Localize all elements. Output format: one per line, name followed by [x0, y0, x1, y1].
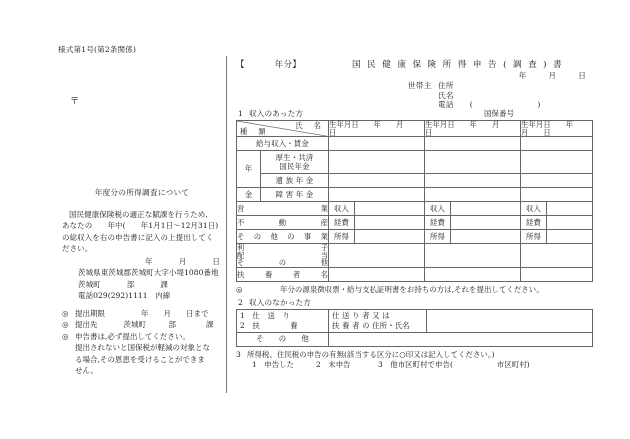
body-line-3: の総収入を右の申告書に記入の上提出してく [62, 232, 214, 242]
cell-dependent-person2[interactable] [425, 268, 521, 282]
section1-label: 収入のあった方 [249, 109, 304, 118]
label-other: そ の 他 [237, 258, 328, 268]
row-label-fudosan: 不 動 産 [237, 216, 329, 230]
issuer-section: 課 [160, 279, 168, 289]
cell-pension-kosei-person2[interactable] [425, 151, 521, 174]
householder-block [408, 81, 547, 110]
row-label-salary: 給与収入・賃金 [237, 137, 329, 151]
sub-label-expense-person1: 経費 [329, 216, 355, 230]
cell-pension-kosei-person3[interactable] [521, 151, 593, 174]
cell-pension-izoku-person1[interactable] [329, 174, 425, 188]
section3-option-1[interactable]: 1 申告した [252, 360, 295, 369]
supporter-line-1: 仕 送 り 者 又 は [332, 310, 390, 320]
table-header-row [237, 121, 593, 137]
left-pane [58, 44, 226, 394]
issuer-date-line [62, 256, 226, 267]
label-dividend: 配 当 [237, 250, 328, 260]
cell-other-value[interactable] [329, 332, 593, 346]
left-pane-body [62, 209, 226, 255]
cell-income-person1[interactable] [355, 202, 425, 216]
bracket-open: 【 [236, 59, 245, 69]
issuer-telephone: 電話029(292)1111 内線 [78, 291, 171, 301]
sub-label-profit-person3: 所得 [521, 230, 547, 244]
issuer-year: 年 [145, 257, 153, 266]
cell-pension-izoku-person2[interactable] [425, 174, 521, 188]
left-pane-title: 年度分の所得調査について [94, 188, 190, 197]
note-item-destination [62, 319, 232, 330]
right-pane [236, 52, 592, 371]
section2-number: 2 [238, 297, 243, 307]
cell-profit-person2[interactable] [451, 230, 521, 244]
kokuho-number-label: 国保番号 [484, 109, 515, 118]
cell-expense-person3[interactable] [547, 216, 593, 230]
header-year: 年 [518, 71, 527, 80]
cell-expense-person2[interactable] [451, 216, 521, 230]
householder-label: 世帯主 [408, 81, 432, 90]
income-table [236, 120, 593, 282]
body-line-4: ださい。 [62, 244, 93, 254]
cell-salary-person3[interactable] [521, 137, 593, 151]
table-row-business-eigyo [237, 202, 593, 216]
row-label-pension-izoku: 遺 族 年 金 [261, 174, 329, 188]
cell-interest-person1[interactable] [329, 244, 425, 268]
cell-dependent-person3[interactable] [521, 268, 593, 282]
note-mark-icon: ◎ [62, 309, 69, 318]
sub-label-income-person1: 収入 [329, 202, 355, 216]
note-deadline-value: 年 月 日まで [141, 309, 209, 318]
document-title: 国 民 健 康 保 険 所 得 申 告 ( 調 査 ) 書 [352, 60, 564, 70]
note-destination-value: 茨城町 部 課 [123, 320, 214, 330]
bracket-year-label: 年分】 [274, 59, 302, 69]
cell-expense-person1[interactable] [355, 216, 425, 230]
householder-address-label: 住所 [438, 81, 454, 90]
note-destination-text [75, 319, 232, 330]
cell-income-person3[interactable] [547, 202, 593, 216]
cell-profit-person1[interactable] [355, 230, 425, 244]
sub-label-income-person2: 収入 [425, 202, 451, 216]
row-label-sonota-jigyo: そ の 他 の 事 業 [237, 230, 329, 244]
body-line-2: あなたの 年中( 年1月1日〜12月31日) [62, 221, 219, 231]
table-row-business-sonota [237, 230, 593, 244]
householder-tel-paren: ( ) [469, 100, 548, 110]
cell-pension-kosei-person1[interactable] [329, 151, 425, 174]
cell-salary-person1[interactable] [329, 137, 425, 151]
table-row-business-fudosan [237, 216, 593, 230]
issuer-municipality: 茨城町 [78, 279, 101, 289]
section2-heading [238, 297, 592, 308]
row-label-eigyo: 営 業 [237, 202, 329, 216]
cell-income-person2[interactable] [451, 202, 521, 216]
section3-options [236, 360, 592, 371]
table-row-pension-izoku [237, 174, 593, 188]
header-dob-person1: 生年月日 年 月 日 [329, 121, 425, 137]
supporter-line-2: 扶 養 者 の 住所・氏名 [332, 320, 410, 330]
pension-item-kokumin: 国民年金 [279, 162, 310, 172]
option-support: 2 扶 養 [240, 320, 298, 330]
row-label-dependent-name: 扶 養 者 名 [237, 268, 329, 282]
note-continuation-2: る場合,その恩恵を受けることができま [75, 354, 205, 364]
withholding-notice [236, 284, 592, 295]
body-line-1: 国民健康保険税の適正な賦課を行うため, [69, 210, 208, 219]
note-continuation-1: 提出されないと国保税が軽減の対象とな [75, 343, 210, 353]
header-date-line [519, 70, 586, 81]
note-item-deadline [62, 308, 232, 319]
note-item-submission [62, 331, 232, 342]
note-deadline-text [75, 308, 232, 319]
section3-heading [236, 350, 592, 361]
option-remittance: 1 仕 送 り [240, 310, 291, 320]
section1-number: 1 [238, 109, 243, 118]
left-pane-notes [62, 308, 232, 376]
form-number: 様式第1号(第2条関係) [58, 45, 137, 54]
row-label-pension-shogai: 障 害 年 金 [261, 188, 329, 202]
issuer-division: 部 [126, 279, 135, 289]
table-row-salary [237, 137, 593, 151]
sub-label-expense-person3: 経費 [521, 216, 547, 230]
table-row-dependent-name [237, 268, 593, 282]
label-interest: 利 子 [237, 243, 328, 253]
section3-number: 3 [236, 349, 241, 359]
section3-option-2[interactable]: 2 未申告 [316, 360, 351, 369]
cell-profit-person3[interactable] [547, 230, 593, 244]
header-name-label: 氏 名 [295, 121, 323, 130]
cell-dependent-person1[interactable] [329, 268, 425, 282]
issuer-block [62, 256, 226, 302]
note-deadline-label: 提出期限 [75, 309, 105, 318]
row-label-interest-dividend-other [237, 244, 329, 268]
sub-label-profit-person1: 所得 [329, 230, 355, 244]
header-dob-person3: 生年月日 年 月 日 [521, 121, 593, 137]
sub-label-expense-person2: 経費 [425, 216, 451, 230]
label-supporter-address-name [329, 309, 427, 332]
cell-supporter-value[interactable] [427, 309, 593, 332]
cell-pension-shogai-person2[interactable] [425, 188, 521, 202]
withholding-notice-text: 年分の源泉徴収票・給与支払証明書をお持ちの方は,それを提出してください。 [280, 284, 544, 294]
cell-pension-shogai-person3[interactable] [521, 188, 593, 202]
note-continuation-3: せん。 [75, 366, 98, 376]
pane-divider [226, 56, 227, 393]
kind-name-diagonal-header [237, 121, 329, 137]
table-row-pension-shogai [237, 188, 593, 202]
pension-group-label-bottom: 金 [237, 188, 261, 202]
note-submission-label: 申告書は,必ず提出してください。 [75, 331, 190, 341]
no-income-table [236, 309, 593, 347]
cell-interest-person2[interactable] [425, 244, 521, 268]
label-other-row: そ の 他 [237, 332, 329, 346]
issuer-department-line [62, 279, 226, 290]
header-day: 日 [578, 71, 586, 80]
table-row-interest-dividend-other [237, 244, 593, 268]
row-label-pension-kosei [261, 151, 329, 174]
header-kind-label: 種 類 [240, 126, 268, 136]
sub-label-income-person3: 収入 [521, 202, 547, 216]
table-row-remittance-support [237, 309, 593, 332]
sub-label-profit-person2: 所得 [425, 230, 451, 244]
householder-tel-label: 電話 [438, 100, 454, 110]
issuer-month: 月 [178, 257, 187, 266]
note-destination-label: 提出先 [75, 320, 98, 330]
label-remittance-support [237, 309, 329, 332]
header-dob-person2: 生年月日 年 月 日 [425, 121, 521, 137]
table-row-pension-kosei [237, 151, 593, 174]
householder-name-label: 氏名 [438, 90, 454, 100]
pension-group-label-top: 年 [237, 151, 261, 188]
section3-option-3[interactable]: 3 他市区町村で申告( [378, 360, 453, 369]
postal-code-mark: 〒 [70, 97, 80, 107]
year-bracket [236, 58, 301, 70]
table-row-other [237, 332, 593, 346]
issuer-day: 日 [212, 257, 220, 266]
section2-label: 収入のなかった方 [249, 297, 311, 307]
section3-block [236, 350, 592, 371]
issuer-address: 茨城県東茨城郡茨城町大字小堤1080番地 [78, 268, 219, 278]
notice-mark-icon: ◎ [236, 284, 243, 294]
pension-item-kosei: 厚生・共済 [275, 152, 314, 162]
header-month: 月 [548, 71, 557, 80]
section3-label: 所得税、住民税の申告の有無(該当する区分に○印又は記入してください。) [247, 349, 495, 359]
note-mark-icon: ◎ [62, 320, 69, 330]
cell-pension-izoku-person3[interactable] [521, 174, 593, 188]
cell-interest-person3[interactable] [521, 244, 593, 268]
section3-option-3-suffix: 市区町村) [496, 360, 530, 369]
cell-salary-person2[interactable] [425, 137, 521, 151]
note-mark-icon: ◎ [62, 331, 69, 341]
cell-pension-shogai-person1[interactable] [329, 188, 425, 202]
